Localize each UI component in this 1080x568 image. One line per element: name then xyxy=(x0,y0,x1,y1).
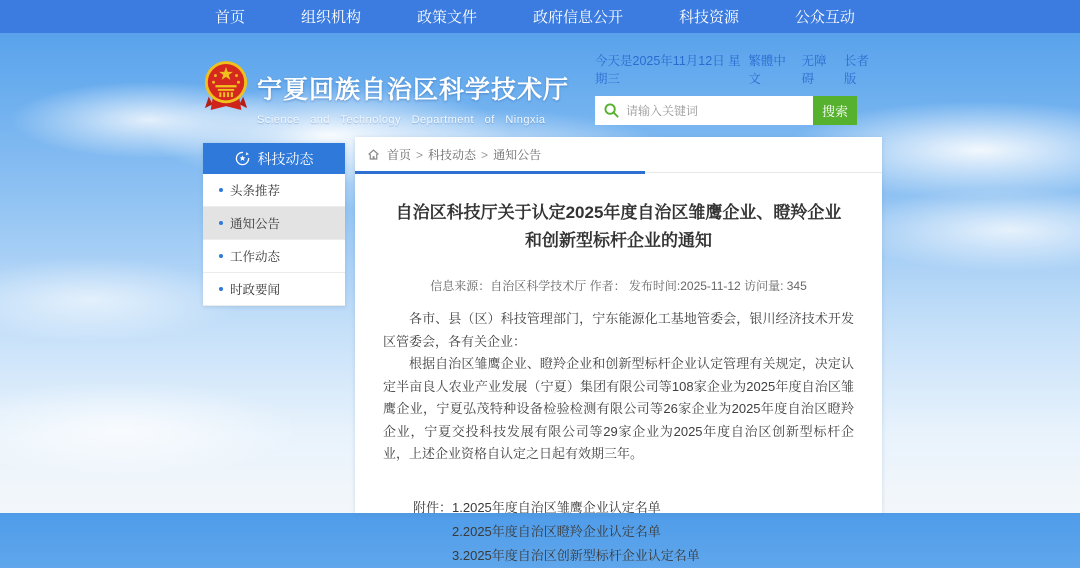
bullet-icon xyxy=(219,254,223,258)
sidebar-header xyxy=(203,143,345,174)
nav-item-sci-tech-resources[interactable]: 科技资源 xyxy=(678,9,739,26)
sidebar-item-political-news[interactable] xyxy=(203,273,345,306)
search-box xyxy=(595,96,813,125)
search-input[interactable] xyxy=(626,104,804,118)
current-date-text: 今天是2025年11月12日 星期三 xyxy=(595,54,741,86)
sidebar xyxy=(203,143,345,306)
link-traditional-chinese[interactable]: 繁體中文 xyxy=(748,54,786,86)
article-title-line1: 自治区科技厅关于认定2025年度自治区雏鹰企业、瞪羚企业 xyxy=(395,203,842,222)
bullet-icon xyxy=(219,221,223,225)
bullet-icon xyxy=(219,287,223,291)
site-title: 宁夏回族自治区科学技术厅 xyxy=(257,76,570,104)
nav-item-organization[interactable]: 组织机构 xyxy=(300,9,361,26)
attachment-link-benchmark-list[interactable]: 3.2025年度自治区创新型标杆企业认定名单 xyxy=(452,547,700,563)
sidebar-item-notice-announcement[interactable] xyxy=(203,207,345,240)
breadcrumb xyxy=(355,137,882,173)
nav-item-public-interaction[interactable]: 公众互动 xyxy=(794,9,855,26)
attachment-link-gazelle-list[interactable]: 2.2025年度自治区瞪羚企业认定名单 xyxy=(452,523,661,539)
attachments-block xyxy=(413,496,882,568)
article-meta: 信息来源：自治区科学技术厅 作者： 发布时间:2025-11-12 访问量: 345 xyxy=(430,279,807,293)
header-right xyxy=(595,51,877,125)
link-elder-version[interactable]: 长者版 xyxy=(843,54,869,86)
search-button[interactable]: 搜索 xyxy=(813,96,857,125)
sidebar-title: 科技动态 xyxy=(257,150,314,167)
sidebar-item-label: 头条推荐 xyxy=(230,184,281,198)
article-body xyxy=(383,308,854,466)
breadcrumb-notice-announcement: 通知公告 xyxy=(493,148,542,162)
sidebar-item-label: 通知公告 xyxy=(230,217,281,231)
top-nav xyxy=(0,0,1080,33)
link-accessibility[interactable]: 无障碍 xyxy=(801,54,827,86)
star-circle-icon xyxy=(235,151,250,166)
breadcrumb-sci-tech-dynamics[interactable]: 科技动态 xyxy=(428,148,477,162)
home-icon xyxy=(367,148,380,161)
article-paragraph: 各市、县（区）科技管理部门，宁东能源化工基地管委会，银川经济技术开发区管委会，各有关企业： xyxy=(383,311,854,349)
nav-item-home[interactable]: 首页 xyxy=(215,9,246,26)
sidebar-item-work-dynamics[interactable] xyxy=(203,240,345,273)
article-title-line2: 和创新型标杆企业的通知 xyxy=(525,231,712,250)
attachments-label: 附件： xyxy=(413,499,453,515)
nav-item-gov-info-disclosure[interactable]: 政府信息公开 xyxy=(532,9,623,26)
site-subtitle-english: Science and Technology Department of Ningxia xyxy=(257,114,546,126)
national-emblem-logo xyxy=(203,60,249,114)
search-icon xyxy=(604,103,619,118)
bullet-icon xyxy=(219,188,223,192)
content-panel xyxy=(355,137,882,563)
sidebar-item-headline-recommend[interactable] xyxy=(203,174,345,207)
sidebar-item-label: 工作动态 xyxy=(230,250,281,264)
breadcrumb-separator: > xyxy=(416,147,424,162)
attachment-link-eagle-list[interactable]: 1.2025年度自治区雏鹰企业认定名单 xyxy=(452,499,661,515)
sidebar-item-label: 时政要闻 xyxy=(230,283,281,297)
article-paragraph: 根据自治区雏鹰企业、瞪羚企业和创新型标杆企业认定管理有关规定，决定认定半亩良人农业产业发展（宁夏）集团有限公司等108家企业为2025年度自治区雏鹰企业，宁夏弘茂特种设备检验检测有限公司等26家企业为2025年度自治区瞪羚企业，宁夏交投科技发展有限公司等29家企业为2025年度自治区创新型标杆企业，上述企业资格自认定之日起有效期三年。 xyxy=(383,356,854,461)
breadcrumb-home[interactable]: 首页 xyxy=(387,148,412,162)
site-title-block xyxy=(257,70,570,126)
article-title xyxy=(395,199,842,255)
nav-item-policy-documents[interactable]: 政策文件 xyxy=(416,9,477,26)
breadcrumb-separator: > xyxy=(481,147,489,162)
